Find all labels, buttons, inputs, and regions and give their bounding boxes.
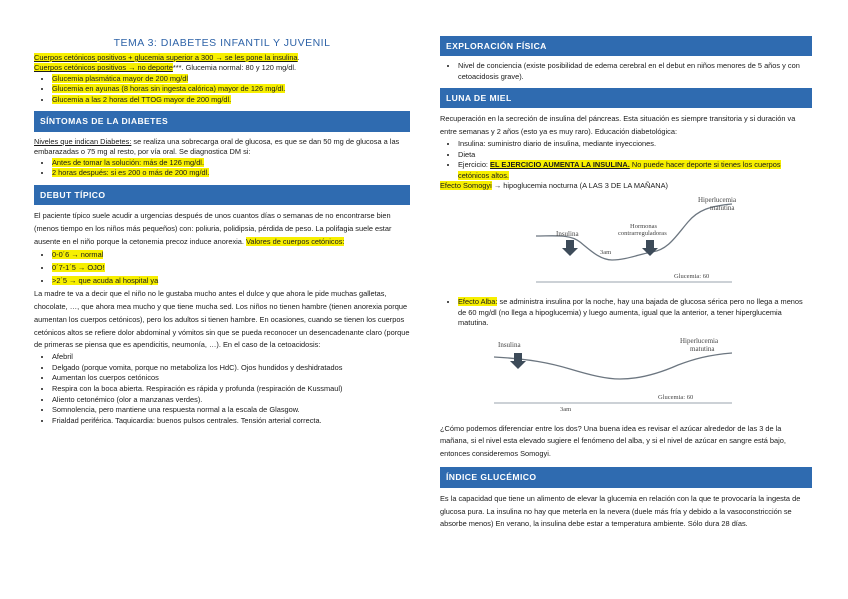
sintomas-text: se realiza una sobrecarga oral de glucosa, es que se dan 50 mg de glucosa a las embarazadas o 75 mg al resto, por vía oral. Se diagnostica DM si: <box>34 136 400 157</box>
sintomas-paragraph <box>34 137 410 158</box>
time-label: 3am <box>600 248 612 256</box>
sintomas-item: 2 horas después: si es 200 o más de 200 mg/dl. <box>52 168 210 178</box>
list-item: • Nivel de conciencia (existe posibilidad de edema cerebral en el debut en niños menores de 5 años y con cetoacidosis grave). <box>458 61 812 82</box>
debut-paragraph-1 <box>34 210 410 249</box>
list-item <box>52 168 410 179</box>
list-item: • Delgado (porque vomita, porque no metaboliza los HdC). Ojos hundidos y deshidratados <box>52 363 410 374</box>
ketone-value: 0´7-1´5 → OJO! <box>52 262 105 272</box>
list-item <box>458 297 812 329</box>
somogyi-text: → hipoglucemia nocturna (A LAS 3 DE LA MAÑANA) <box>491 181 668 191</box>
section-heading-indice: ÍNDICE GLUCÉMICO <box>440 467 812 487</box>
indice-paragraph: Es la capacidad que tiene un alimento de elevar la glucemia en relación con la que te provocaría la ingesta de glucosa pura. La insulina no hay que meterla en la nevera (duele más fría y debido a la vasoconstricción se absorbe menos) En verano, la insulina debe estar a temperatura ambiente. Sólo dura 28 días. <box>440 493 801 529</box>
intro-rest-2: ***. Glucemia normal: 80 y 120 mg/dl. <box>172 63 297 73</box>
section-heading-luna-de-miel: LUNA DE MIEL <box>440 88 812 108</box>
list-item: • Insulina: suministro diario de insulina, mediante inyecciones. <box>458 139 812 150</box>
list-item <box>52 262 410 275</box>
list-item: • Afebril <box>52 352 410 363</box>
list-item <box>52 275 410 288</box>
list-item: • Respira con la boca abierta. Respiración es rápida y profunda (respiración de Kussmaul) <box>52 384 410 395</box>
insulina-label-2: Insulina <box>498 340 521 349</box>
hiper-label-2: Hiperlucemia matutina <box>680 336 719 353</box>
ejercicio-text: No puede hacer deporte si tienes los cuerpos cetónicos altos. <box>458 160 781 180</box>
list-item <box>52 95 410 106</box>
somogyi-diagram <box>440 196 812 288</box>
page-title: TEMA 3: DIABETES INFANTIL Y JUVENIL <box>113 37 331 49</box>
cetoacidosis-list <box>34 352 410 426</box>
glucemia-label: Glucemia: 60 <box>674 272 710 280</box>
ketone-values-list <box>34 249 410 288</box>
criteria-text: Glucemia a las 2 horas del TTOG mayor de 200 mg/dl. <box>52 94 232 104</box>
somogyi-line <box>440 181 812 192</box>
debut-paragraph-2: La madre te va a decir que el niño no le gustaba mucho antes el dulce y que ahora le pide muchas galletas, chocolate, …, que ahora mea mucho y que tiene mucha sed. Los niños no tienen hambre (tienen anorexia porque aumentan los cuerpos cetónicos), pero los adultos si tienen hambre. En ocasiones, cuando se tienen los cuerpos cetónicos altos se refiere dolor abdominal y vómitos sin que se pueda reconocer un desencadenante claro (porque de primeras se piensa que es apendicitis, neumonía, …). En el caso de la cetoacidosis: <box>34 288 410 350</box>
section-heading-debut: DEBUT TÍPICO <box>34 185 410 205</box>
criteria-text: Glucemia plasmática mayor de 200 mg/dl <box>52 73 188 83</box>
list-item: • Aliento cetonémico (olor a manzanas verdes). <box>52 395 410 406</box>
exploracion-list <box>440 61 812 82</box>
ketone-value: >2´5 → que acuda al hospital ya <box>52 275 159 285</box>
list-item: • Dieta <box>458 150 812 161</box>
alba-diagram <box>440 333 812 413</box>
intro-line-1 <box>34 53 410 64</box>
debut-highlight: Valores de cuerpos cetónicos: <box>246 236 345 246</box>
sintomas-item: Antes de tomar la solución: más de 126 mg/dl. <box>52 157 204 167</box>
hormonas-label: Hormonas contrarreguladoras <box>618 222 667 237</box>
left-column <box>34 0 410 426</box>
list-item: • Aumentan los cuerpos cetónicos <box>52 373 410 384</box>
list-item: • Frialdad periférica. Taquicardia: buenos pulsos centrales. Tensión arterial correcta. <box>52 416 410 427</box>
list-item <box>458 160 812 181</box>
intro-highlight-2: Cuerpos cetónicos positivos → no deporte <box>34 63 173 73</box>
list-item <box>52 74 410 85</box>
list-item <box>52 158 410 169</box>
intro-highlight-1: Cuerpos cetónicos positivos + glucemia superior a 300 → se les pone la insulina <box>34 52 298 62</box>
ejercicio-label: Ejercicio: <box>458 160 491 170</box>
alba-label: Efecto Alba: <box>458 297 498 307</box>
sintomas-list <box>34 158 410 179</box>
list-item <box>52 84 410 95</box>
intro-rest-1: . <box>297 52 300 62</box>
list-item <box>52 249 410 262</box>
intro-line-2 <box>34 63 410 74</box>
section-heading-exploracion: EXPLORACIÓN FÍSICA <box>440 36 812 56</box>
alba-text: se administra insulina por la noche, hay una bajada de glucosa sérica pero no llega a menos de 60 mg/dl (no llega a hipoglucemia) y luego aumenta, igual que la anterior, a tener hiperglucemia matutina. <box>458 297 803 328</box>
ejercicio-highlight: EL EJERCICIO AUMENTA LA INSULINA. <box>490 160 630 170</box>
question-paragraph: ¿Cómo podemos diferenciar entre los dos? Una buena idea es revisar el azúcar alrededor de las 3 de la mañana, si el nivel esta elevado sugiere el fenómeno del alba, y si el nivel de azúcar en sangre está bajo, entonces consideremos Somogyi. <box>440 423 786 459</box>
criteria-text: Glucemia en ayunas (8 horas sin ingesta calórica) mayor de 126 mg/dl. <box>52 84 286 94</box>
sintomas-lead: Niveles que indican Diabetes: <box>34 136 132 146</box>
luna-paragraph: Recuperación en la secreción de insulina del páncreas. Esta situación es siempre transitoria y si duración va entre semanas y 2 años (esto ya es muy raro). Educación diabetológica: <box>440 114 796 137</box>
debut-text: El paciente típico suele acudir a urgencias después de unos cuantos días o semanas de no encontrarse bien (menos tiempo en los niños más pequeños) con: poliuria, polidipsia, pérdida de peso. La polifagia suele estar ausente en el niño porque la cetonemia precoz induce anorexia. <box>34 210 392 246</box>
glucemia-label-2: Glucemia: 60 <box>658 393 694 401</box>
time-label-2: 3am <box>560 405 572 413</box>
educacion-list <box>440 139 812 181</box>
criteria-list <box>34 74 410 106</box>
alba-list <box>440 297 812 329</box>
ketone-value: 0-0´6 → normal <box>52 249 104 259</box>
right-column <box>440 30 812 531</box>
insulina-label: Insulina <box>556 229 579 238</box>
hiper-label: Hiperlucemia matutina <box>698 195 737 212</box>
somogyi-label: Efecto Somogyi <box>440 181 492 191</box>
list-item: • Somnolencia, pero mantiene una respuesta normal a la escala de Glasgow. <box>52 405 410 416</box>
section-heading-sintomas: SÍNTOMAS DE LA DIABETES <box>34 111 410 131</box>
